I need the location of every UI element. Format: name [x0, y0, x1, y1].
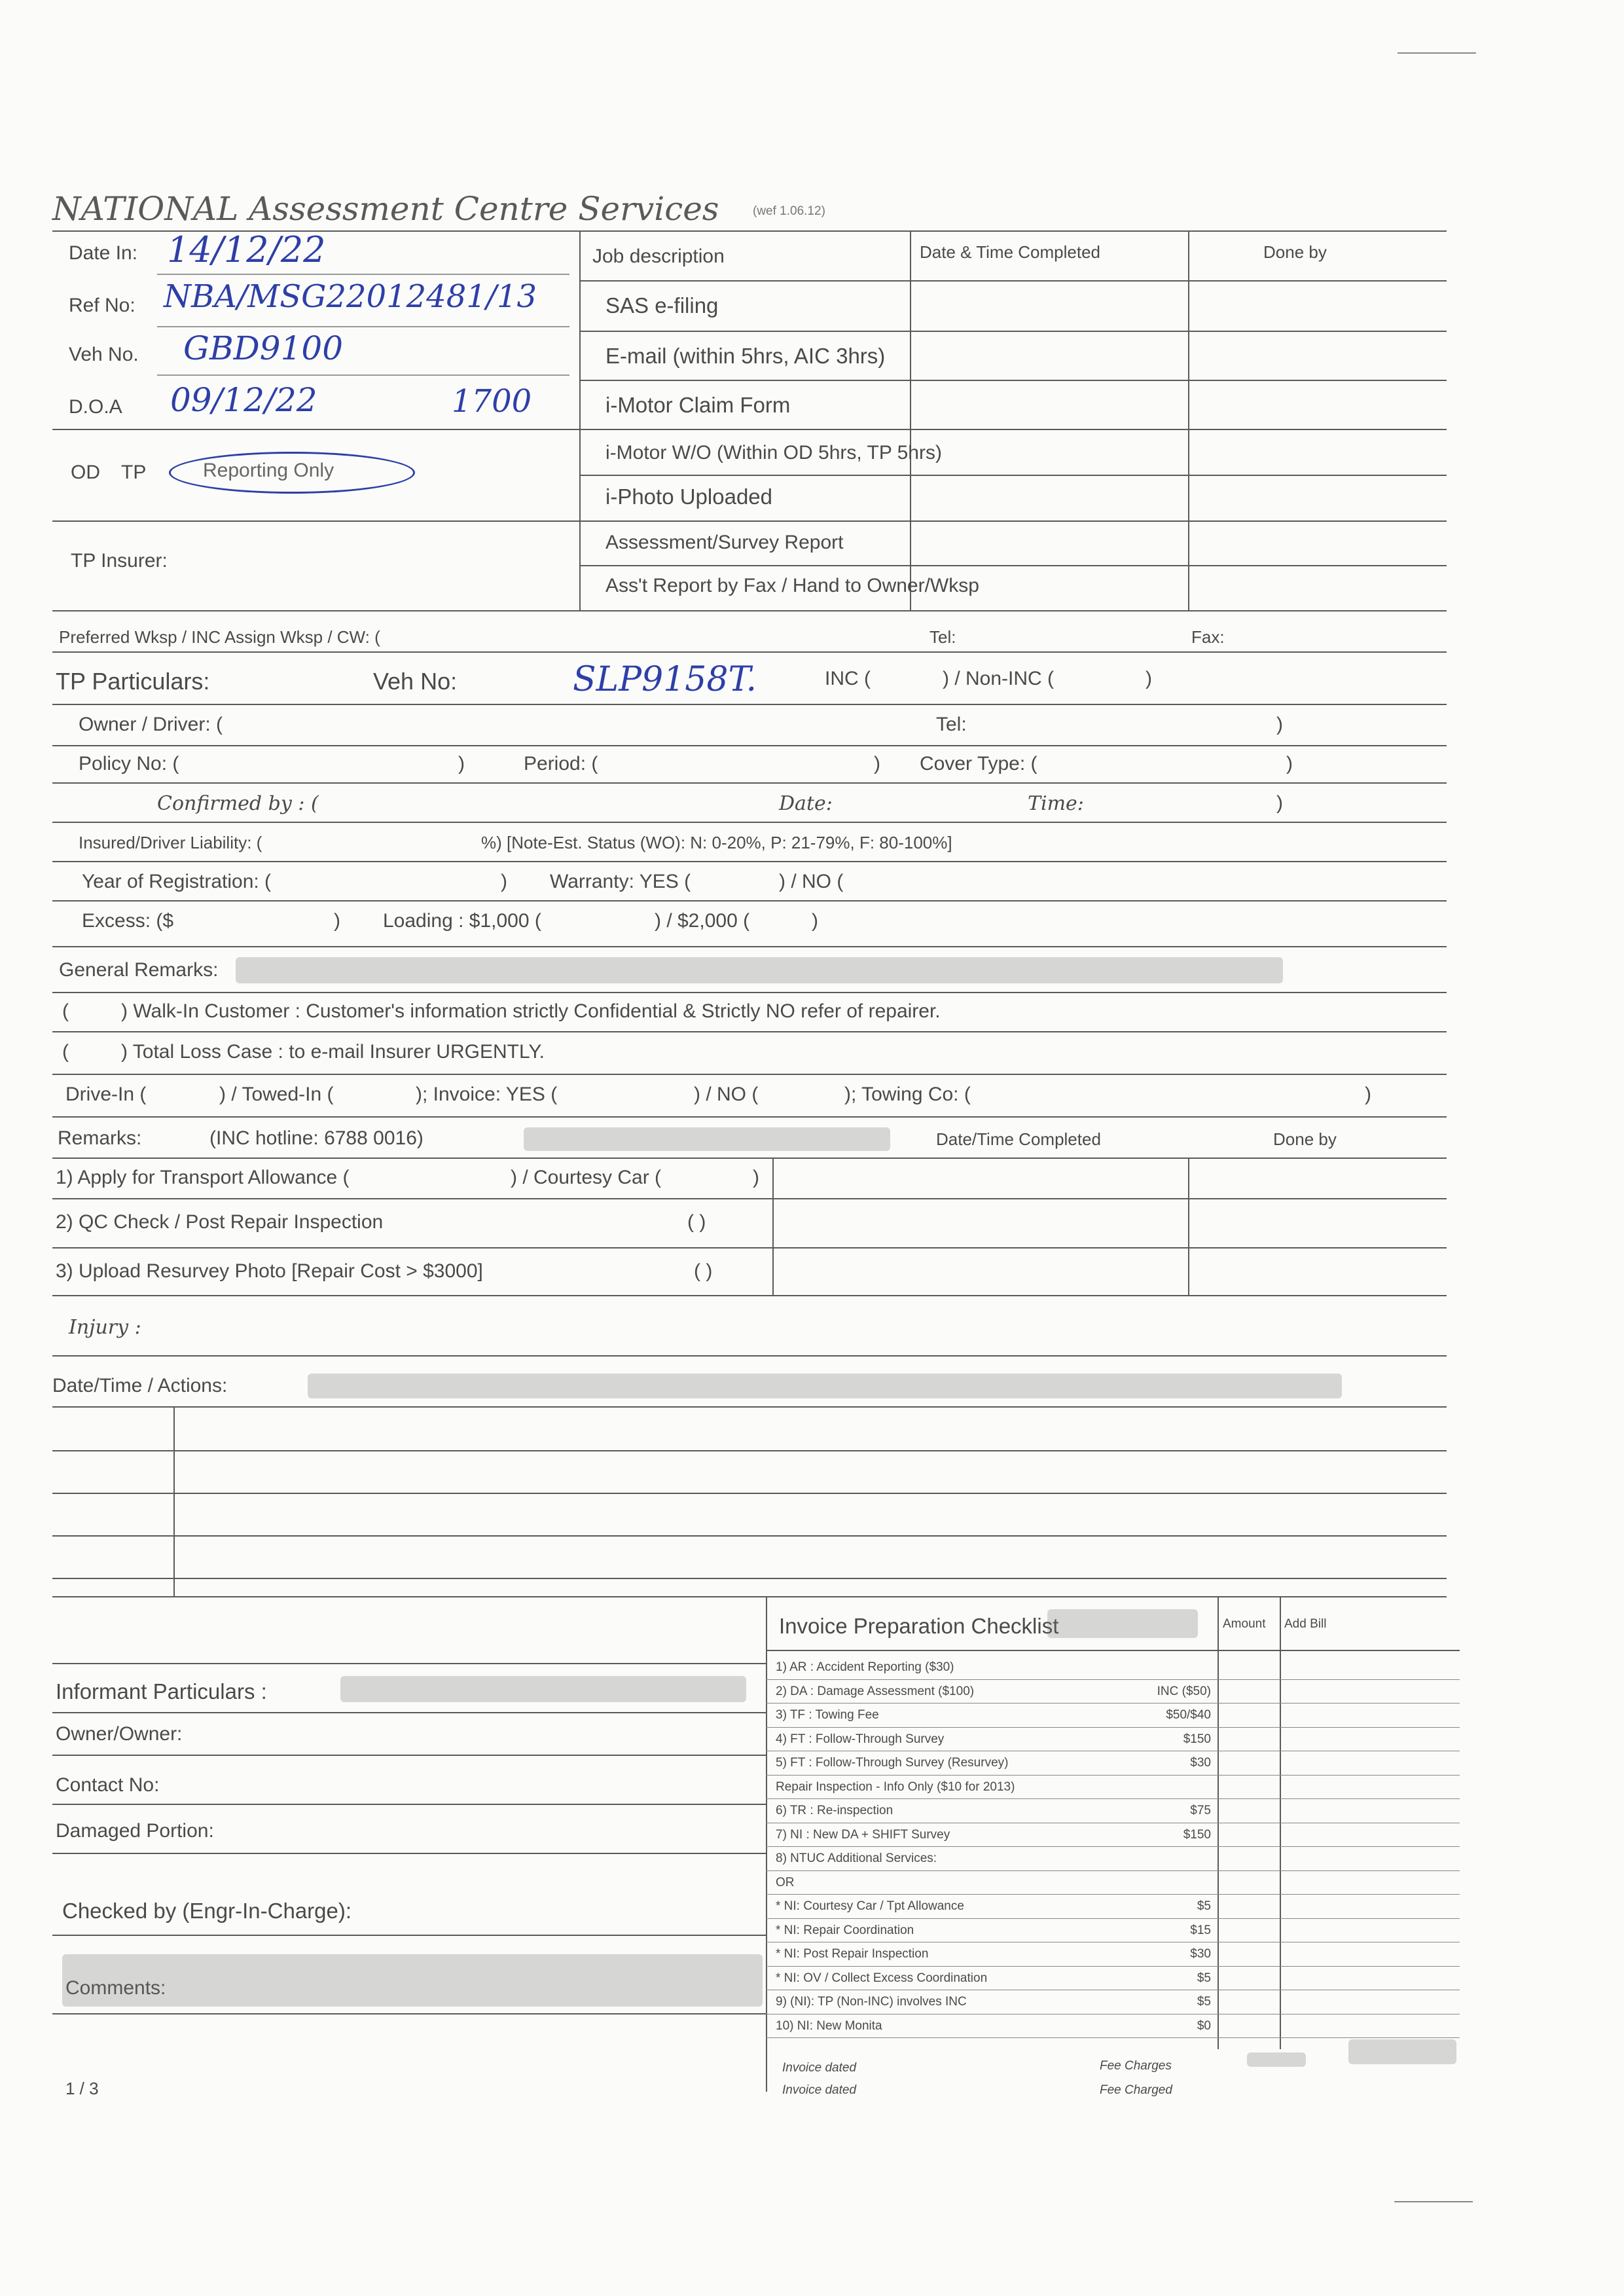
inc-hotline: (INC hotline: 6788 0016): [209, 1127, 424, 1149]
checklist-item-label: 4) FT : Follow-Through Survey: [776, 1732, 945, 1746]
done-col-header: Done by: [1263, 242, 1327, 262]
comments-label: Comments:: [65, 1977, 166, 1999]
tp-particulars-label: TP Particulars:: [56, 668, 210, 695]
towing-co-label: ); Towing Co: (: [844, 1084, 971, 1105]
loading-label: Loading : $1,000 (: [383, 910, 541, 932]
walk-in-text: ) Walk-In Customer : Customer's information strictly Confidential & Strictly NO refer of repairer.: [121, 1000, 941, 1022]
checklist-row: [776, 1824, 1456, 1848]
checklist-row: [776, 1895, 1456, 1920]
remarks-label: Remarks:: [58, 1127, 142, 1149]
invoice-dated-label-2: Invoice dated: [782, 2083, 857, 2097]
fee-charges-label: Fee Charges: [1100, 2059, 1172, 2073]
checklist-row: [776, 1681, 1456, 1705]
excess-close: ): [334, 910, 340, 932]
checklist-item-label: * NI: Post Repair Inspection: [776, 1947, 929, 1961]
tp-veh-no-label: Veh No:: [373, 668, 458, 695]
courtesy-car-close: ): [753, 1167, 759, 1188]
courtesy-car-label: ) / Courtesy Car (: [511, 1167, 662, 1188]
owner-tel-label: Tel:: [936, 714, 967, 735]
tp-label: TP: [121, 462, 147, 483]
checklist-row-divider: [766, 1894, 1460, 1895]
checklist-row-divider: [766, 1703, 1460, 1704]
checklist-item-amount: $5: [1197, 1971, 1211, 1985]
remark-item-3-paren: ( ): [694, 1260, 713, 1282]
checklist-row: [776, 1943, 1456, 1967]
checklist-item-label: Repair Inspection - Info Only ($10 for 2013): [776, 1779, 1015, 1794]
checklist-item-label: 2) DA : Damage Assessment ($100): [776, 1684, 975, 1698]
checklist-title: Invoice Preparation Checklist: [779, 1614, 1059, 1638]
remarks-datetime-header: Date/Time Completed: [936, 1129, 1101, 1149]
actions-label: Date/Time / Actions:: [52, 1375, 228, 1396]
loading2-label: ) / $2,000 (: [655, 910, 750, 932]
checklist-item-amount: $5: [1197, 1995, 1211, 2009]
confirmed-close: ): [1276, 792, 1283, 814]
checklist-item-amount: $150: [1183, 1827, 1211, 1842]
job-row-2: E-mail (within 5hrs, AIC 3hrs): [605, 344, 886, 368]
checklist-item-label: * NI: Courtesy Car / Tpt Allowance: [776, 1899, 964, 1913]
checklist-row: [776, 1991, 1456, 2015]
date-col-header: Date & Time Completed: [920, 242, 1101, 262]
od-label: OD: [71, 462, 100, 483]
ref-no-value: NBA/MSG22012481/13: [164, 278, 537, 315]
page-number: 1 / 3: [65, 2079, 99, 2098]
job-col-header: Job description: [592, 246, 725, 267]
checklist-row: [776, 1776, 1456, 1800]
tow-in-label: ) / Towed-In (: [219, 1084, 334, 1105]
job-row-7: Ass't Report by Fax / Hand to Owner/Wksp: [605, 575, 979, 596]
checklist-row: [776, 1848, 1456, 1872]
checklist-row: [776, 1967, 1456, 1992]
total-loss-text: ) Total Loss Case : to e-mail Insurer URGENTLY.: [121, 1041, 545, 1063]
remarks-doneby-header: Done by: [1273, 1129, 1337, 1149]
confirmed-date-label: Date:: [779, 792, 833, 815]
checklist-item-label: 5) FT : Follow-Through Survey (Resurvey): [776, 1756, 1009, 1770]
checklist-item-amount: $50/$40: [1166, 1708, 1211, 1722]
job-row-5: i-Photo Uploaded: [605, 484, 773, 509]
owner-owner-label: Owner/Owner:: [56, 1723, 183, 1745]
drive-in-label: Drive-In (: [65, 1084, 147, 1105]
checklist-item-label: OR: [776, 1875, 795, 1889]
checklist-item-amount: $0: [1197, 2018, 1211, 2033]
checklist-item-amount: $30: [1190, 1756, 1211, 1770]
checklist-row-divider: [766, 1918, 1460, 1919]
remark-item-2: 2) QC Check / Post Repair Inspection: [56, 1211, 384, 1233]
checklist-item-amount: $150: [1183, 1732, 1211, 1746]
confirmed-time-label: Time:: [1028, 792, 1084, 815]
checklist-row-divider: [766, 1870, 1460, 1871]
policy-close: ): [458, 753, 465, 774]
preferred-wksp-label: Preferred Wksp / INC Assign Wksp / CW: (: [59, 627, 380, 647]
tp-insurer-label: TP Insurer:: [71, 550, 168, 572]
checklist-row-divider: [766, 1775, 1460, 1776]
checklist-item-label: 10) NI: New Monita: [776, 2018, 882, 2033]
preferred-tel-label: Tel:: [929, 627, 956, 647]
cover-type-label: Cover Type: (: [920, 753, 1038, 774]
year-reg-label: Year of Registration: (: [82, 871, 272, 892]
excess-label: Excess: ($: [82, 910, 174, 932]
checklist-row: [776, 1728, 1456, 1753]
warranty-no-label: ) / NO (: [779, 871, 844, 892]
damaged-portion-label: Damaged Portion:: [56, 1820, 214, 1842]
walk-in-paren: (: [62, 1000, 69, 1022]
loading-close: ): [812, 910, 818, 932]
invoice-no-label: ) / NO (: [694, 1084, 759, 1105]
injury-label: Injury :: [69, 1316, 141, 1339]
checklist-item-label: 3) TF : Towing Fee: [776, 1708, 879, 1722]
checklist-addbill-header: Add Bill: [1284, 1617, 1327, 1631]
preferred-fax-label: Fax:: [1191, 627, 1225, 647]
checklist-item-amount: $75: [1190, 1804, 1211, 1817]
checklist-row: [776, 1872, 1456, 1896]
ref-no-label: Ref No:: [69, 295, 135, 316]
job-row-6: Assessment/Survey Report: [605, 532, 844, 553]
checklist-row: [776, 1656, 1456, 1681]
owner-close: ): [1276, 714, 1283, 735]
doa-value: 09/12/22: [170, 381, 317, 419]
remark-item-1: 1) Apply for Transport Allowance (: [56, 1167, 350, 1188]
checklist-item-amount: $5: [1197, 1899, 1211, 1913]
period-close: ): [874, 753, 880, 774]
checklist-row-divider: [766, 1679, 1460, 1680]
title-subtitle: (wef 1.06.12): [753, 204, 825, 218]
checklist-row-divider: [766, 2037, 1460, 2038]
total-loss-paren: (: [62, 1041, 69, 1063]
towing-co-close: ): [1365, 1084, 1371, 1105]
tp-veh-no-value: SLP9158T.: [573, 660, 757, 699]
checklist-row-divider: [766, 1966, 1460, 1967]
date-in-value: 14/12/22: [167, 229, 326, 270]
checklist-row: [776, 1920, 1456, 1944]
fee-charged-label: Fee Charged: [1100, 2083, 1172, 2097]
policy-no-label: Policy No: (: [79, 753, 179, 774]
checklist-row-divider: [766, 1798, 1460, 1799]
remark-item-3: 3) Upload Resurvey Photo [Repair Cost > $3000]: [56, 1260, 483, 1282]
veh-no-label: Veh No.: [69, 344, 139, 365]
invoice-label: ); Invoice: YES (: [416, 1084, 558, 1105]
job-row-1: SAS e-filing: [605, 293, 719, 318]
checklist-row: [776, 1800, 1456, 1824]
checklist-row-divider: [766, 1727, 1460, 1728]
checklist-amount-header: Amount: [1223, 1617, 1266, 1631]
checklist-item-label: 9) (NI): TP (Non-INC) involves INC: [776, 1995, 967, 2009]
checklist-item-label: 8) NTUC Additional Services:: [776, 1851, 937, 1865]
checklist-item-label: 7) NI : New DA + SHIFT Survey: [776, 1827, 950, 1842]
contact-no-label: Contact No:: [56, 1774, 160, 1796]
year-reg-close: ): [501, 871, 507, 892]
date-in-label: Date In:: [69, 242, 138, 264]
veh-no-value: GBD9100: [183, 329, 344, 367]
page-title: [52, 190, 719, 228]
checklist-row: [776, 1704, 1456, 1728]
cover-type-close: ): [1286, 753, 1293, 774]
owner-driver-label: Owner / Driver: (: [79, 714, 223, 735]
doa-label: D.O.A: [69, 396, 122, 418]
confirmed-by-label: Confirmed by : (: [157, 792, 319, 815]
tp-non-inc-label: ) / Non-INC (: [943, 668, 1055, 689]
period-label: Period: (: [524, 753, 598, 774]
tp-inc-close: ): [1146, 668, 1152, 689]
tp-inc-label: INC (: [825, 668, 871, 689]
remark-item-2-paren: ( ): [687, 1211, 706, 1233]
warranty-label: Warranty: YES (: [550, 871, 691, 892]
general-remarks-label: General Remarks:: [59, 959, 219, 981]
checked-by-label: Checked by (Engr-In-Charge):: [62, 1899, 352, 1923]
checklist-row: [776, 1752, 1456, 1776]
title-text: NATIONAL Assessment Centre Services: [52, 190, 719, 228]
checklist-row: [776, 2015, 1456, 2039]
checklist-item-amount: $15: [1190, 1923, 1211, 1937]
job-row-3: i-Motor Claim Form: [605, 393, 791, 417]
checklist-item-label: * NI: Repair Coordination: [776, 1923, 914, 1937]
checklist-row-divider: [766, 1846, 1460, 1847]
informant-particulars-label: Informant Particulars :: [56, 1679, 267, 1704]
liability-note: %) [Note-Est. Status (WO): N: 0-20%, P: 21-79%, F: 80-100%]: [481, 833, 952, 852]
checklist-item-amount: $30: [1190, 1947, 1211, 1961]
checklist-item-label: 6) TR : Re-inspection: [776, 1804, 893, 1817]
doa-time: 1700: [452, 383, 532, 420]
checklist-item-label: 1) AR : Accident Reporting ($30): [776, 1660, 954, 1674]
checklist-item-label: * NI: OV / Collect Excess Coordination: [776, 1971, 988, 1985]
invoice-dated-label: Invoice dated: [782, 2061, 857, 2075]
liability-label: Insured/Driver Liability: (: [79, 833, 262, 852]
job-row-4: i-Motor W/O (Within OD 5hrs, TP 5hrs): [605, 442, 942, 464]
reporting-only-label: Reporting Only: [203, 460, 334, 481]
checklist-item-amount: INC ($50): [1157, 1684, 1211, 1698]
